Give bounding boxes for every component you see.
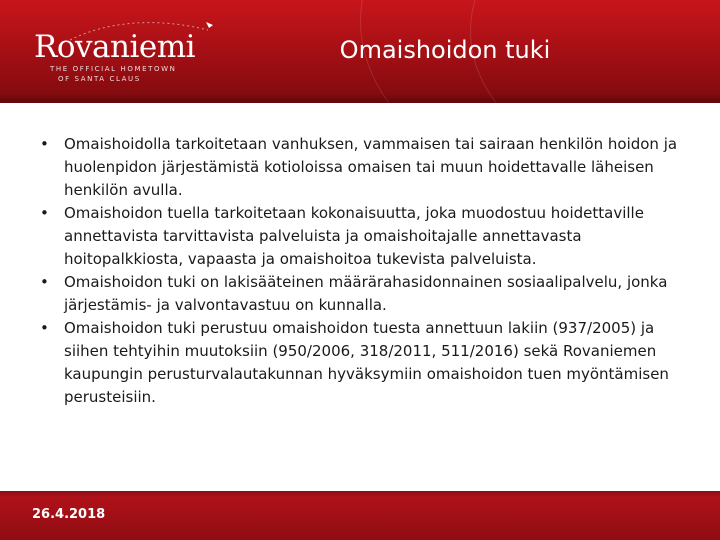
logo-wordmark: Rovaniemi [34, 29, 196, 65]
logo-tagline: THE OFFICIAL HOMETOWN [50, 65, 177, 73]
bullet-text: Omaishoidon tuella tarkoitetaan kokonaisuutta, joka muodostuu hoidettaville annettavista tarvittavista palveluista ja omaishoitajalle annettavasta hoitopalkkiosta, vapaasta ja omaishoitoa tukevista palveluista. [64, 204, 644, 268]
slide-title: Omaishoidon tuki [339, 36, 551, 64]
slide-date: 26.4.2018 [32, 507, 106, 522]
bullet-icon: • [40, 135, 49, 153]
bullet-icon: • [40, 204, 49, 222]
slide-body [38, 133, 688, 409]
footer-band [0, 491, 720, 540]
bullet-item [38, 202, 688, 271]
bullet-text: Omaishoidon tuki perustuu omaishoidon tuesta annettuun lakiin (937/2005) ja siihen tehtyihin muutoksiin (950/2006, 318/2011, 511/2016) sekä Rovaniemen kaupungin perusturvalautakunnan hyväksymiin omaishoidon tuen myöntämisen perusteisiin. [64, 319, 669, 406]
bullet-item [38, 271, 688, 317]
bullet-item [38, 133, 688, 202]
header-band [0, 0, 720, 103]
bullet-text: Omaishoidolla tarkoitetaan vanhuksen, vammaisen tai sairaan henkilön hoidon ja huolenpidon järjestämistä kotioloissa omaisen tai muun hoidettavalle läheisen henkilön avulla. [64, 135, 678, 199]
rovaniemi-logo [30, 28, 230, 98]
bullet-item [38, 317, 688, 409]
logo-tagline: OF SANTA CLAUS [58, 75, 141, 83]
bullet-icon: • [40, 319, 49, 337]
bullet-text: Omaishoidon tuki on lakisääteinen määrärahasidonnainen sosiaalipalvelu, jonka järjestämis- ja valvontavastuu on kunnalla. [64, 273, 668, 314]
bullet-list [38, 133, 688, 409]
bullet-icon: • [40, 273, 49, 291]
